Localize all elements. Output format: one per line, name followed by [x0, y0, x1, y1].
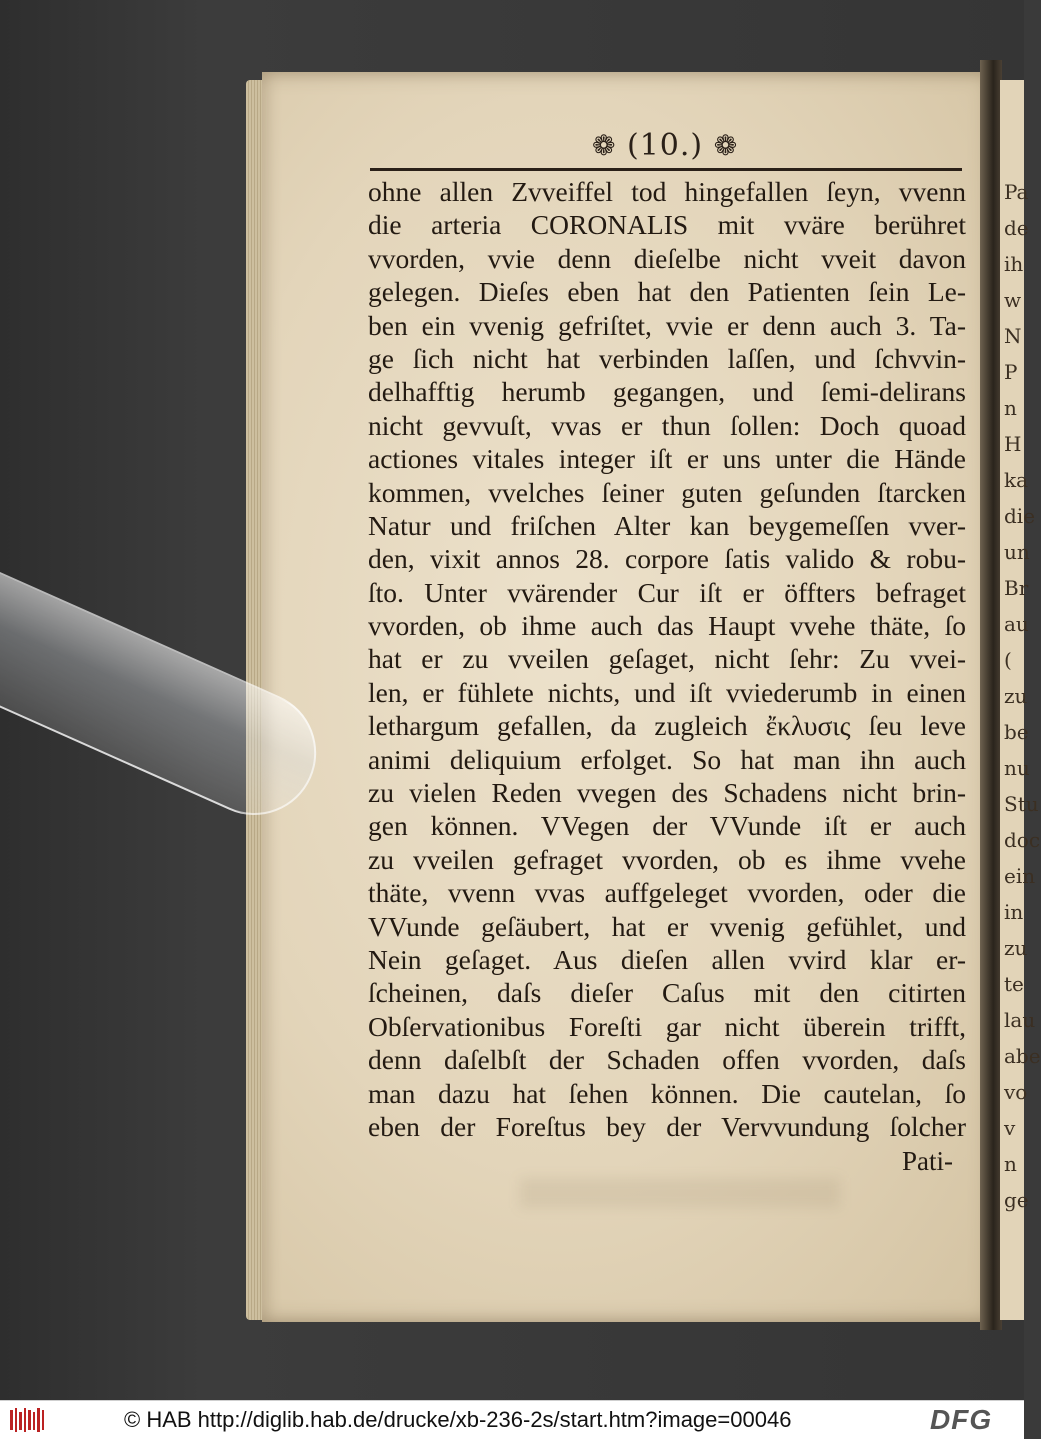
text-line: vvorden, vvie denn dieſelbe nicht vveit davon — [368, 242, 966, 274]
text-line: lethargum gefallen, da zugleich ἔκλυσις ſeu leve — [368, 710, 966, 742]
ornament-right-icon: ❁ — [713, 129, 739, 162]
text-line: die arteria CORONALIS mit vväre berühret — [368, 209, 966, 241]
text-line: ben ein vvenig gefriſtet, vvie er denn auch 3. Ta- — [368, 309, 966, 341]
next-page-fragment: ge — [1004, 1188, 1029, 1212]
next-page-fragment: N — [1004, 324, 1022, 348]
text-line: kommen, vvelches ſeiner guten geſunden ſtarcken — [368, 476, 966, 508]
next-page-edge — [1000, 80, 1041, 1320]
next-page-fragment: die — [1004, 504, 1036, 528]
next-page-fragment: w — [1004, 288, 1022, 312]
next-page-fragment: n — [1004, 1152, 1017, 1176]
book-gutter — [980, 60, 1002, 1330]
text-line: ſcheinen, daſs dieſer Caſus mit den citirten — [368, 977, 966, 1009]
catchword: Pati- — [902, 1146, 953, 1176]
page-header — [592, 128, 738, 163]
header-rule — [370, 168, 962, 171]
next-page-fragment: P — [1004, 360, 1018, 384]
next-page-fragment: ih — [1004, 252, 1024, 276]
next-page-fragment: ein — [1004, 864, 1036, 888]
text-line: hat er zu vveilen geſaget, nicht ſehr: Zu vvei- — [368, 643, 966, 675]
next-page-fragment: be — [1004, 720, 1029, 744]
text-line: thäte, vvenn vvas auffgeleget vvorden, oder die — [368, 877, 966, 909]
next-page-fragment: zu — [1004, 684, 1028, 708]
next-page-fragment: lau — [1004, 1008, 1036, 1032]
text-line: Nein geſaget. Aus dieſen allen vvird klar er- — [368, 943, 966, 975]
page-number: (10.) — [627, 128, 704, 163]
text-line: man dazu hat ſehen können. Die cautelan, ſo — [368, 1077, 966, 1109]
text-line: nicht gevvuſt, vvas er thun ſollen: Doch quoad — [368, 409, 966, 441]
text-line: Natur und friſchen Alter kan beygemeſſen vver- — [368, 509, 966, 541]
text-line: gelegen. Dieſes eben hat den Patienten ſein Le- — [368, 276, 966, 308]
next-page-fragment: un — [1004, 540, 1030, 564]
next-page-fragment: ( — [1004, 648, 1012, 672]
hab-logo-icon — [8, 1406, 48, 1434]
ink-bleed — [520, 1178, 840, 1208]
dfg-logo: DFG — [930, 1404, 993, 1435]
page-body — [368, 175, 966, 1143]
ornament-left-icon: ❁ — [592, 129, 617, 162]
text-line: eben der Foreſtus bey der Vervvundung ſolcher — [368, 1110, 966, 1142]
text-line: VVunde geſäubert, hat er vvenig gefühlet, und — [368, 910, 966, 942]
footer-source-link[interactable]: © HAB http://diglib.hab.de/drucke/xb-236-2s/start.htm?image=00046 — [124, 1407, 792, 1432]
next-page-fragment: zu — [1004, 936, 1028, 960]
text-line: ohne allen Zvveiffel tod hingefallen ſeyn, vvenn — [368, 176, 966, 207]
next-page-fragment: Pa — [1004, 180, 1029, 204]
next-page-fragment: au — [1004, 612, 1029, 636]
text-line: den, vixit annos 28. corpore ſatis valido & robu- — [368, 543, 966, 575]
text-line: len, er fühlete nichts, und iſt vviederumb in einen — [368, 676, 966, 708]
next-page-fragment: de — [1004, 216, 1029, 240]
next-page-fragment: H — [1004, 432, 1022, 456]
text-line: ge ſich nicht hat verbinden laſſen, und ſchvvin- — [368, 342, 966, 374]
text-line: zu vveilen gefraget vvorden, ob es ihme vvehe — [368, 843, 966, 875]
next-page-fragment: ka — [1004, 468, 1029, 492]
text-line: actiones vitales integer iſt er uns unter die Hände — [368, 443, 966, 475]
text-line: Obſervationibus Foreſti gar nicht überein trifft, — [368, 1010, 966, 1042]
next-page-fragment: v — [1004, 1116, 1016, 1140]
next-page-fragment: vo — [1004, 1080, 1028, 1104]
text-line: denn daſelbſt der Schaden offen vvorden, daſs — [368, 1044, 966, 1076]
next-page-fragment: nu — [1004, 756, 1030, 780]
text-line: vvorden, ob ihme auch das Haupt vvehe thäte, ſo — [368, 610, 966, 642]
next-page-fragment: te — [1004, 972, 1024, 996]
next-page-fragment: abe — [1004, 1044, 1041, 1068]
text-line: delhafftig herumb gegangen, und ſemi-delirans — [368, 376, 966, 408]
next-page-fragment: in — [1004, 900, 1024, 924]
next-page-fragment: n — [1004, 396, 1017, 420]
text-line: animi deliquium erfolget. So hat man ihn auch — [368, 743, 966, 775]
next-page-fragment: doc — [1004, 828, 1041, 852]
text-line: ſto. Unter vvärender Cur iſt er öffters befraget — [368, 576, 966, 608]
next-page-fragment: Br — [1004, 576, 1029, 600]
text-line: gen können. VVegen der VVunde iſt er auch — [368, 810, 966, 842]
text-line: zu vielen Reden vvegen des Schadens nicht brin- — [368, 777, 966, 809]
next-page-fragment: Stu — [1004, 792, 1039, 816]
footer-bar — [0, 1400, 1024, 1439]
